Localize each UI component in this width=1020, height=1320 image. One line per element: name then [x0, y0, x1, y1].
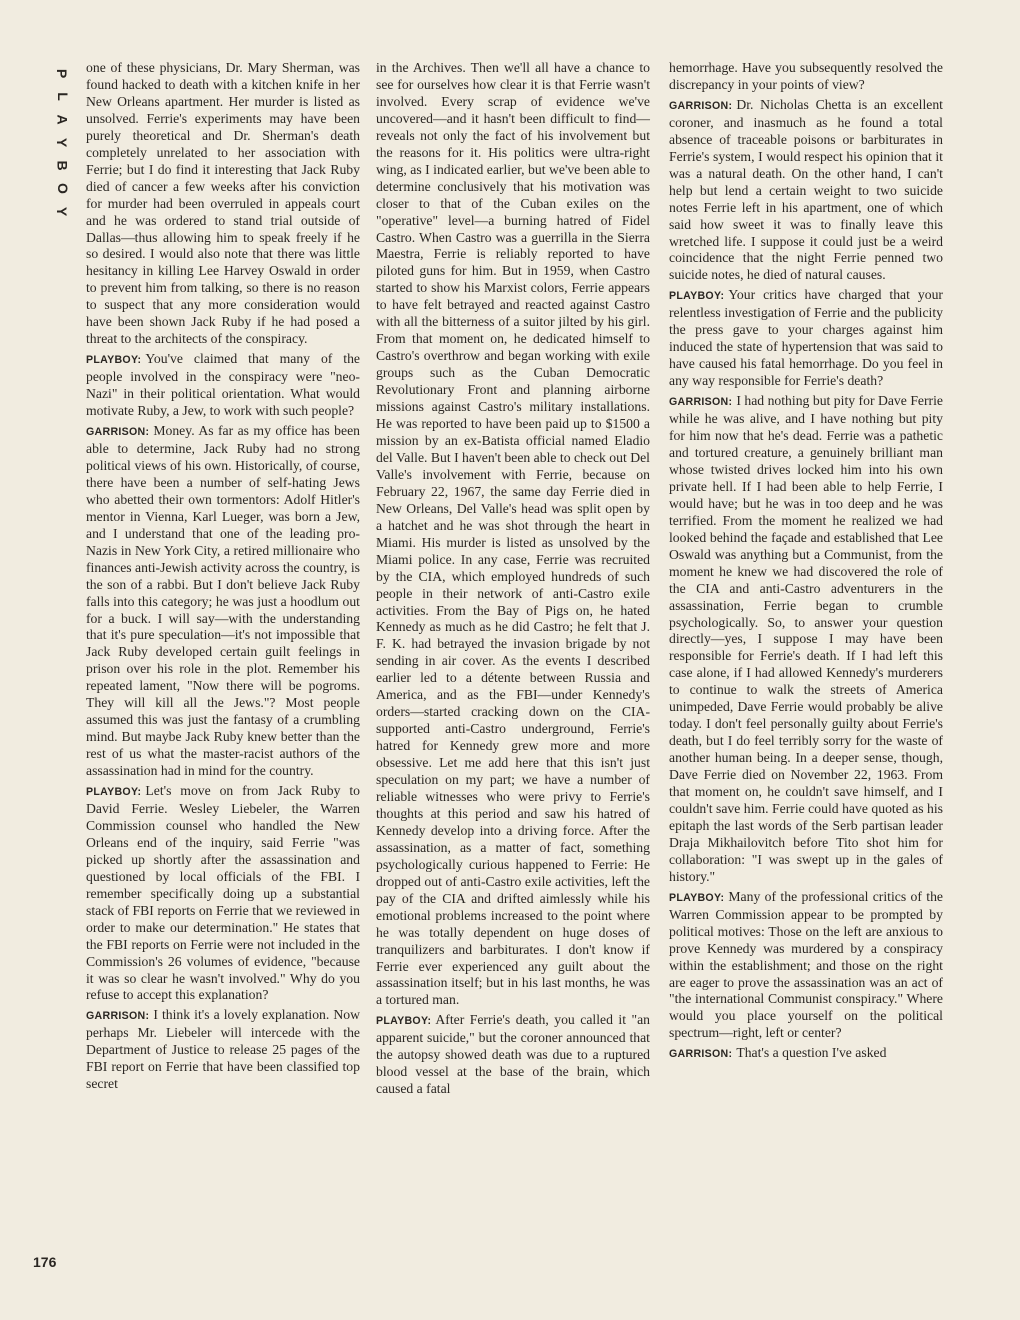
paragraph: [669, 393, 943, 886]
logo-letter: Y: [54, 137, 71, 148]
paragraph-text: Your critics have charged that your relentless investigation of Ferrie and the publicity the press gave to your charges against him induced the state of hypertension that was said to have caused his fatal hemorrhage. Do you feel in any way responsible for Ferrie's death?: [669, 287, 943, 389]
text-column-1: [86, 60, 360, 1093]
page-number: 176: [33, 1254, 57, 1270]
paragraph: [376, 60, 650, 1009]
paragraph-text: After Ferrie's death, you called it "an apparent suicide," but the coroner announced that the autopsy showed death was due to a ruptured blood vessel at the base of the brain, which caused a fatal: [376, 1012, 650, 1097]
speaker-label: GARRISON:: [669, 99, 733, 112]
speaker-label: PLAYBOY:: [669, 290, 725, 303]
paragraph: [86, 60, 360, 348]
paragraph: [376, 1012, 650, 1098]
logo-letter: O: [54, 183, 71, 194]
paragraph-text: Many of the professional critics of the Warren Commission appear to be prompted by political motives: Those on the left are anxious to prove Kennedy was murdered by a conspiracy within the establishment; and those on the right are eager to prove the assassination was an act of "the international Communist conspiracy." Where would you place yourself on the political spectrum—right, left or center?: [669, 888, 943, 1041]
paragraph-text: Dr. Nicholas Chetta is an excellent coroner, and inasmuch as he found a total absence of traceable poisons or barbiturates in Ferrie's system, I would respect his opinion that it was a natural death. On the other hand, I can't help but lend a certain weight to two suicide notes Ferrie left in his apartment, one of which said how sweet it was to finally leave this wretched life. I suppose it could just be a weird coincidence that the night Ferrie penned two suicide notes, he died of natural causes.: [669, 96, 943, 283]
paragraph-text: That's a question I've asked: [736, 1045, 887, 1061]
paragraph-text: I had nothing but pity for Dave Ferrie while he was alive, and I have nothing but pity for him now that he's dead. Ferrie was a pathetic and tortured creature, a genuinely brilliant man whose twisted drives locked him into his own private hell. If I had been able to help Ferrie, I would have; but he was in too deep and he was terrified. From the moment he realized we had looked behind the façade and established that Lee Oswald was anything but a Communist, from the moment he knew we had discovered the role of the CIA and anti-Castro adventurers in the assassination, Ferrie began to crumble psychologically. So, to answer your question directly—yes, I suppose I may have been responsible for Ferrie's death. If I had left this case alone, if I had allowed Kennedy's murderers to continue to walk the streets of America unimpeded, Dave Ferrie would probably be alive today. I don't feel personally guilty about Ferrie's death, but I do feel terribly sorry for the waste of another human being. In a deeper sense, though, Dave Ferrie died on November 22, 1963. From that moment on, he couldn't save himself, and I couldn't save him. Ferrie could have quoted as his epitaph the last words of the Serb partisan leader Draja Mikhailovitch before Tito shot him for collaboration: "I was swept up in the gales of history.": [669, 393, 943, 884]
speaker-label: PLAYBOY:: [86, 786, 142, 799]
text-column-2: [376, 60, 650, 1098]
paragraph: [669, 97, 943, 284]
speaker-label: GARRISON:: [669, 1048, 733, 1061]
speaker-label: GARRISON:: [86, 426, 150, 439]
paragraph-text: hemorrhage. Have you subsequently resolved the discrepancy in your points of view?: [669, 60, 943, 92]
logo-letter: Y: [54, 206, 71, 217]
paragraph-text: You've claimed that many of the people involved in the conspiracy were "neo-Nazi" in their political orientation. What would motivate Ruby, a Jew, to work with such people?: [86, 351, 360, 419]
logo-letter: A: [54, 114, 71, 125]
paragraph: [669, 889, 943, 1043]
logo-letter: L: [54, 92, 71, 101]
text-column-3: [669, 60, 943, 1063]
paragraph-text: Money. As far as my office has been able to determine, Jack Ruby had no strong political views of his own. Historically, of course, there have been a number of self-hating Jews who abetted their own tormentors: Adolf Hitler's mentor in Vienna, Karl Lueger, was born a Jew, and I understand that one of the leading pro-Nazis in New York City, a retired millionaire who finances anti-Jewish activity across the country, is the son of a rabbi. But I don't believe Jack Ruby falls into this category; he was just a hoodlum out for a buck. I will say—with the understanding that it's pure speculation—it's not impossible that Jack Ruby developed certain guilt feelings in prison over his role in the plot. Remember his repeated lament, "Now there will be pogroms. They will kill all the Jews."? Most people assumed this was just the fantasy of a crumbling mind. But maybe Jack Ruby knew better than the rest of us what the master-racist authors of the assassination had in mind for the country.: [86, 423, 360, 779]
playboy-vertical-logo: [52, 62, 72, 223]
paragraph-text: Let's move on from Jack Ruby to David Ferrie. Wesley Liebeler, the Warren Commission counsel who handled the New Orleans end of the inquiry, said Ferrie "was picked up shortly after the assassination and questioned by local officials of the FBI. I remember specifically doing up a substantial stack of FBI reports on Ferrie that we reviewed in order to make our determination." He states that the FBI reports on Ferrie were not included in the Commission's 26 volumes of evidence, "because it was so clear he wasn't involved." Why do you refuse to accept this explanation?: [86, 783, 360, 1003]
speaker-label: PLAYBOY:: [86, 354, 142, 367]
speaker-label: GARRISON:: [669, 396, 733, 409]
paragraph: [86, 423, 360, 780]
paragraph: [86, 783, 360, 1004]
paragraph-text: one of these physicians, Dr. Mary Sherman, was found hacked to death with a kitchen knife in her New Orleans apartment. Her murder is listed as unsolved. Ferrie's experiments may have been purely theoretical and Dr. Sherman's death completely unrelated to her association with Ferrie; but I do find it interesting that Jack Ruby died of cancer a few weeks after his conviction for murder had been overruled in appeals court and he was ordered to stand trial outside of Dallas—thus allowing him to speak freely if he so desired. I would also note that there was little hesitancy in killing Lee Harvey Oswald in order to prevent him from talking, so there is no reason to suspect that any more consideration would have been shown Jack Ruby if he had posed a threat to the architects of the conspiracy.: [86, 60, 360, 347]
logo-letter: P: [54, 68, 71, 79]
paragraph-text: I think it's a lovely explanation. Now perhaps Mr. Liebeler will intercede with the Department of Justice to release 25 pages of the FBI report on Ferrie that have been classified top secret: [86, 1007, 360, 1092]
logo-letter: B: [54, 160, 71, 171]
speaker-label: PLAYBOY:: [669, 891, 725, 904]
paragraph-text: in the Archives. Then we'll all have a chance to see for ourselves how clear it is that Ferrie wasn't involved. Every scrap of evidence we've uncovered—and it hasn't been difficult to find—reveals not only the fact of his involvement but the reasons for it. His politics were ultra-right wing, as I indicated earlier, but we've been able to determine conclusively that his motivation was closer to that of the Cuban exiles on the "operative" level—a burning hatred of Fidel Castro. When Castro was a guerrilla in the Sierra Maestra, Ferrie is reliably reported to have piloted guns for him. But in 1959, when Castro started to show his Marxist colors, Ferrie appears to have felt betrayed and reacted against Castro with all the bitterness of a suitor jilted by his girl. From that moment on, he dedicated himself to Castro's overthrow and began working with exile groups such as the Cuban Democratic Revolutionary Front and planning airborne missions against Castro's military installations. He was reported to have been paid up to $1500 a mission by an ex-Batista official named Eladio del Valle. But I haven't been able to check out Del Valle's involvement with Ferrie, because on February 22, 1967, the same day Ferrie died in New Orleans, Del Valle's head was split open by a hatchet and he was shot through the heart in Miami. His murder is listed as unsolved by the Miami police. In any case, Ferrie was recruited by the CIA, which employed hundreds of such people in their network of anti-Castro exile activities. From the Bay of Pigs on, he hated Kennedy as much as he did Castro; he felt that J. F. K. had betrayed the invasion brigade by not sending in air cover. As the events I described earlier led to a détente between Russia and America, and as the FBI—under Kennedy's orders—started cracking down on the CIA-supported anti-Castro underground, Ferrie's hatred for Kennedy grew more and more obsessive. Let me add here that this isn't just speculation on my part; we have a number of reliable witnesses who were privy to Ferrie's thoughts at this period and saw his hatred of Kennedy develop into a driving force. After the assassination, as a matter of fact, something psychologically curious happened to Ferrie: He dropped out of anti-Castro exile activities, left the pay of the CIA and drifted aimlessly while his emotional problems increased to the point where he was totally dependent on huge doses of tranquilizers and barbiturates. I don't know if Ferrie ever experienced any guilt about the assassination itself; but in his last months, he was a tortured man.: [376, 60, 650, 1008]
paragraph: [669, 1045, 943, 1063]
paragraph: [86, 1007, 360, 1093]
speaker-label: GARRISON:: [86, 1010, 150, 1023]
speaker-label: PLAYBOY:: [376, 1015, 432, 1028]
paragraph: [669, 60, 943, 94]
paragraph: [669, 287, 943, 390]
paragraph: [86, 351, 360, 420]
